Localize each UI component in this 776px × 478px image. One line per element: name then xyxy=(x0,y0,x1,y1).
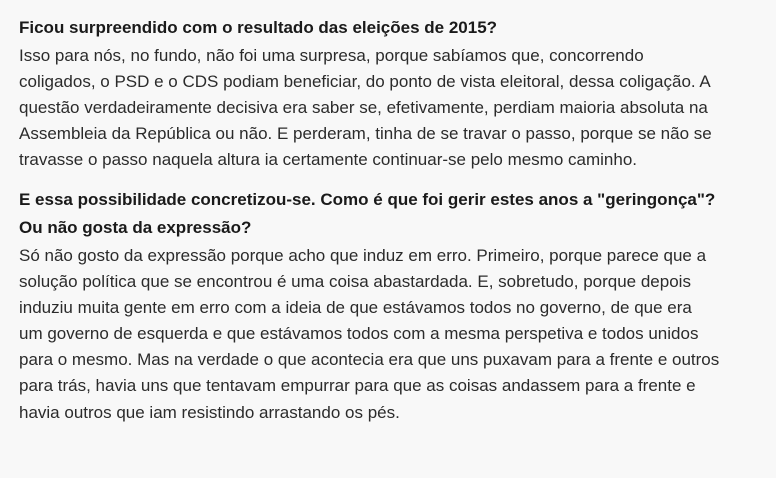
answer-line: para trás, havia uns que tentavam empurrar para que as coisas andassem para a frente e xyxy=(19,376,696,396)
qa-block-2 xyxy=(19,186,764,426)
answer-line: para o mesmo. Mas na verdade o que acontecia era que uns puxavam para a frente e outros xyxy=(19,350,720,370)
interview-question xyxy=(19,14,764,43)
answer-line: travasse o passo naquela altura ia certamente continuar-se pelo mesmo caminho. xyxy=(19,149,638,169)
question-line: Ou não gosta da expressão? xyxy=(19,218,252,238)
interview-question xyxy=(19,186,764,243)
answer-line: um governo de esquerda e que estávamos todos com a mesma perspetiva e todos unidos xyxy=(19,324,699,344)
answer-line: havia outros que iam resistindo arrastando os pés. xyxy=(19,402,400,422)
answer-line: solução política que se encontrou é uma coisa abastardada. E, sobretudo, porque depois xyxy=(19,272,691,292)
answer-line: Isso para nós, no fundo, não foi uma surpresa, porque sabíamos que, concorrendo xyxy=(19,45,644,65)
interview-answer xyxy=(19,43,764,173)
answer-line: Só não gosto da expressão porque acho que induz em erro. Primeiro, porque parece que a xyxy=(19,245,707,265)
paragraph-gap xyxy=(19,173,764,186)
question-line: Ficou surpreendido com o resultado das eleições de 2015? xyxy=(19,18,498,37)
interview-answer xyxy=(19,243,764,426)
question-line: E essa possibilidade concretizou-se. Como é que foi gerir estes anos a "geringonça"? xyxy=(19,189,716,209)
answer-line: questão verdadeiramente decisiva era saber se, efetivamente, perdiam maioria absoluta na xyxy=(19,97,708,117)
answer-line: Assembleia da República ou não. E perderam, tinha de se travar o passo, porque se não se xyxy=(19,123,712,143)
qa-block-1 xyxy=(19,14,764,173)
answer-line: coligados, o PSD e o CDS podiam beneficiar, do ponto de vista eleitoral, dessa coligação. A xyxy=(19,71,711,91)
answer-line: induziu muita gente em erro com a ideia de que estávamos todos no governo, de que era xyxy=(19,298,692,318)
